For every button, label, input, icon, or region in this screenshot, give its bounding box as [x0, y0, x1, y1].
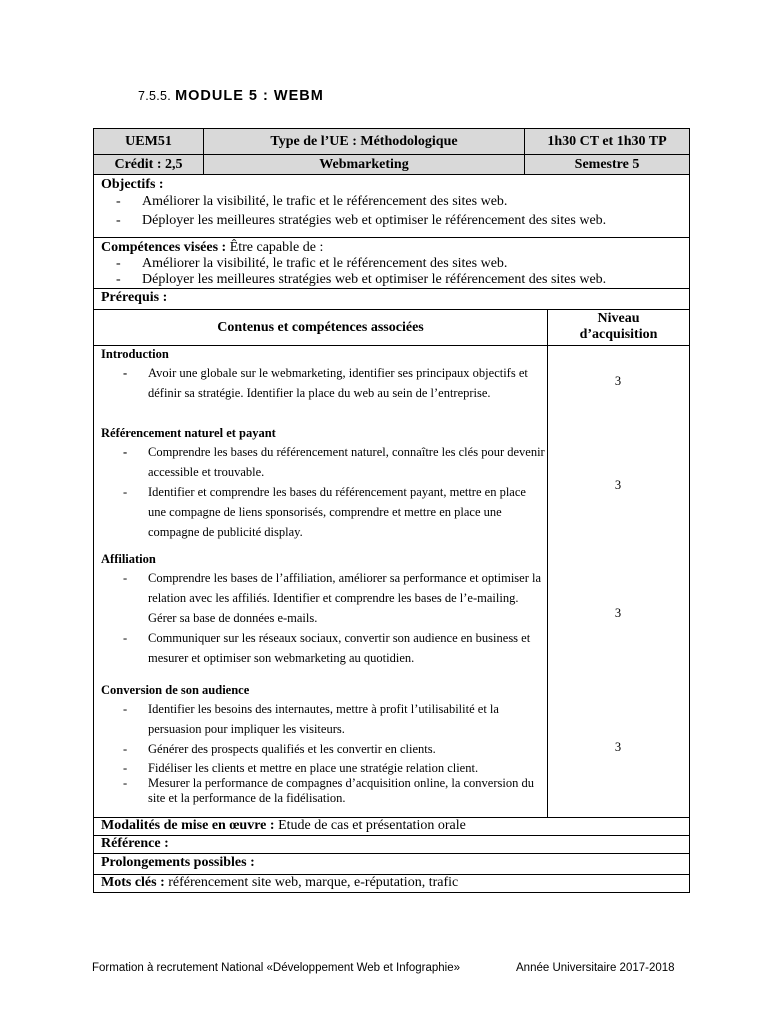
level-column-header: Niveau d’acquisition: [547, 310, 689, 345]
section-introduction: [101, 345, 546, 403]
module-title: MODULE 5 : WEBM: [175, 88, 324, 104]
content-column-header: Contenus et compétences associées: [217, 319, 424, 335]
keywords-value: référencement site web, marque, e-réputation, trafic: [164, 875, 459, 890]
ue-hours: 1h30 CT et 1h30 TP: [524, 129, 689, 154]
ue-semester: Semestre 5: [524, 155, 689, 174]
footer-left: Formation à recrutement National «Développement Web et Infographie»: [92, 962, 460, 974]
module-heading: [138, 88, 324, 105]
bullet-dash: -: [123, 761, 128, 775]
objective-item: - Déployer les meilleures stratégies web et optimiser le référencement des sites web.: [116, 213, 607, 228]
content-item: - Générer des prospects qualifiés et les convertir en clients.: [101, 739, 546, 759]
content-table-header: [94, 310, 689, 346]
level-value: 3: [614, 478, 622, 492]
objectives-list: [94, 194, 689, 232]
content-item: - Fidéliser les clients et mettre en place une stratégie relation client.: [123, 761, 479, 775]
level-value: 3: [614, 740, 622, 754]
prolongements-label: Prolongements possibles :: [101, 855, 255, 870]
level-value: 3: [614, 374, 622, 388]
prerequis-label: Prérequis :: [101, 290, 168, 305]
bullet-dash: -: [123, 776, 128, 790]
section-title: Référencement naturel et payant: [101, 426, 276, 440]
modalites-row: [93, 817, 690, 836]
modalites-label: Modalités de mise en œuvre :: [101, 818, 275, 833]
bullet-dash: -: [123, 445, 128, 459]
reference-row: [93, 835, 690, 854]
ue-credit: Crédit : 2,5: [114, 156, 183, 172]
objectives-block: [93, 174, 690, 238]
bullet-dash: -: [116, 272, 121, 287]
competences-block: [93, 237, 690, 289]
keywords-label: Mots clés :: [101, 875, 165, 890]
competences-list: [94, 256, 689, 288]
modalites-value: Etude de cas et présentation orale: [274, 818, 466, 833]
modalites-text: [101, 818, 466, 834]
bullet-dash: -: [123, 485, 128, 499]
content-table: [93, 309, 690, 818]
ue-subject: Webmarketing: [203, 155, 524, 174]
section-title: Affiliation: [101, 552, 156, 566]
footer-right: Année Universitaire 2017-2018: [516, 962, 675, 974]
section-title: Introduction: [101, 347, 169, 361]
section-title: Conversion de son audience: [101, 683, 250, 697]
content-item: - Comprendre les bases de l’affiliation, améliorer sa performance et optimiser la relation avec les affiliés. Identifier et comprendre les bases de l’e-mailing. Gérer sa base de données e-mails.: [101, 568, 546, 628]
content-item: - Mesurer la performance de compagnes d’acquisition online, la conversion du site et la performance de la fidélisation.: [123, 776, 534, 805]
ue-code: UEM51: [125, 133, 172, 149]
competences-intro: Être capable de :: [226, 240, 324, 255]
bullet-dash: -: [123, 742, 128, 756]
bullet-dash: -: [123, 702, 128, 716]
prerequis-block: [93, 288, 690, 310]
competence-item: - Améliorer la visibilité, le trafic et le référencement des sites web.: [116, 256, 508, 271]
header-row-2: [93, 154, 690, 175]
competences-label: Compétences visées :: [101, 240, 227, 255]
bullet-dash: -: [123, 571, 128, 585]
content-item: - Identifier les besoins des internautes, mettre à profit l’utilisabilité et la persuasion pour impliquer les visiteurs.: [101, 699, 546, 739]
competences-heading: [101, 240, 323, 256]
section-conversion: [101, 681, 546, 806]
keywords-row: [93, 874, 690, 893]
section-referencement: [101, 424, 546, 542]
header-row-1: [93, 128, 690, 155]
module-number: 7.5.5.: [138, 89, 172, 103]
keywords-text: [101, 875, 458, 891]
content-item: - Communiquer sur les réseaux sociaux, convertir son audience en business et mesurer et optimiser son webmarketing au quotidien.: [101, 628, 546, 668]
content-item: - Avoir une globale sur le webmarketing, identifier ses principaux objectifs et définir sa stratégie. Identifier la place du web au sein de l’entreprise.: [101, 363, 546, 403]
section-affiliation: [101, 550, 546, 668]
reference-label: Référence :: [101, 836, 169, 851]
level-value: 3: [614, 606, 622, 620]
bullet-dash: -: [123, 631, 128, 645]
prolongements-row: [93, 853, 690, 875]
bullet-dash: -: [116, 194, 121, 209]
content-item: - Identifier et comprendre les bases du référencement payant, mettre en place une compagne de liens sponsorisés, comprendre et mettre en place une compagne de publicité display.: [101, 482, 546, 542]
objective-item: - Améliorer la visibilité, le trafic et le référencement des sites web.: [116, 194, 508, 209]
ue-type: Type de l’UE : Méthodologique: [203, 129, 524, 154]
competence-item: - Déployer les meilleures stratégies web et optimiser le référencement des sites web.: [116, 272, 607, 287]
content-item: - Comprendre les bases du référencement naturel, connaître les clés pour devenir accessible et trouvable.: [101, 442, 546, 482]
objectives-label: Objectifs :: [101, 177, 164, 192]
bullet-dash: -: [116, 256, 121, 271]
bullet-dash: -: [123, 366, 128, 380]
bullet-dash: -: [116, 213, 121, 228]
